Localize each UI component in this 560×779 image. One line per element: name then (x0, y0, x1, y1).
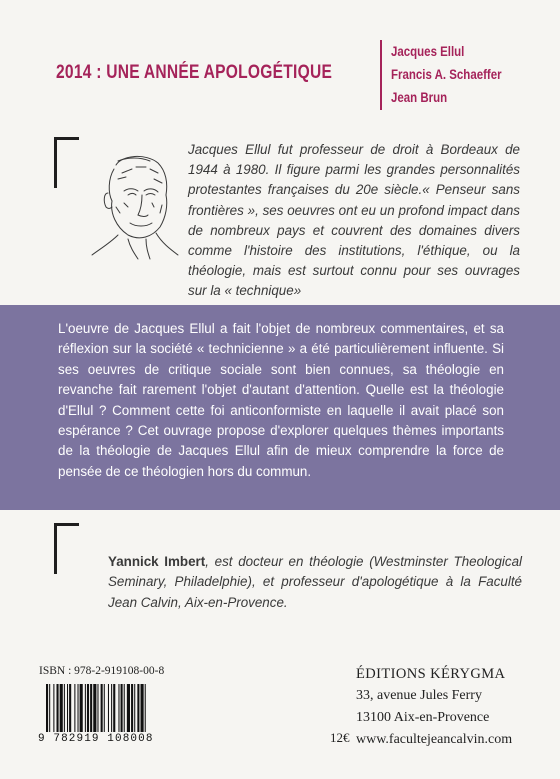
barcode-bar (113, 684, 115, 732)
barcode-bar (121, 684, 123, 732)
barcode-bar (60, 684, 63, 732)
barcode-bar (101, 684, 103, 732)
barcode-bar (118, 684, 119, 732)
barcode-bar (111, 684, 112, 732)
barcode-bar (97, 684, 98, 732)
barcode-bar (87, 684, 89, 732)
barcode-bar (145, 684, 146, 732)
isbn: ISBN : 978-2-919108-00-8 (39, 665, 165, 677)
barcode-bar (137, 684, 139, 732)
series-author: Francis A. Schaeffer (391, 66, 502, 82)
barcode-bar (57, 684, 59, 732)
barcode-bar (74, 684, 75, 732)
barcode-bar (108, 684, 109, 732)
barcode-bar (53, 684, 54, 732)
barcode-bar (127, 684, 130, 732)
barcode-bar (85, 684, 86, 732)
barcode-bar (104, 684, 105, 732)
book-series-title: 2014 : UNE ANNÉE APOLOGÉTIQUE (56, 62, 333, 83)
barcode-bar (69, 684, 71, 732)
barcode (46, 684, 174, 732)
publisher-website[interactable]: www.facultejeancalvin.com (356, 732, 513, 747)
portrait-drawing (88, 143, 180, 261)
barcode-bar (134, 684, 135, 732)
publisher-address: 33, avenue Jules Ferry (356, 688, 482, 703)
book-summary: L'oeuvre de Jacques Ellul a fait l'objet de nombreux commentaires, et sa réflexion sur la société « technicienne » a été particulièrement influente. Si ses oeuvres de critique sociale sont bien connues, sa théologie en revanche fait rarement l'objet d'autant d'attention. Quelle est la théologie d'Ellul ? Comment cette foi anticonformiste en laquelle il avait placé son espérance ? Cet ouvrage propose d'explorer quelques thèmes importants de la théologie de Jacques Ellul afin de mieux comprendre la force de pensée de ce théologien hors du commun. (58, 321, 504, 479)
barcode-digits: 9 782919 108008 (38, 733, 154, 745)
barcode-bar (93, 684, 96, 732)
publisher-block (356, 663, 512, 751)
corner-bracket (54, 137, 79, 188)
price: 12€ (330, 730, 350, 745)
publisher-city: 13100 Aix-en-Provence (356, 710, 490, 725)
barcode-bar (124, 684, 125, 732)
barcode-bar (131, 684, 133, 732)
barcode-bar (78, 684, 79, 732)
series-authors (391, 40, 502, 109)
series-author: Jean Brun (391, 89, 448, 105)
barcode-bar (67, 684, 68, 732)
header-divider (380, 40, 382, 110)
barcode-bar (141, 684, 144, 732)
barcode-bar (64, 684, 65, 732)
barcode-bar (90, 684, 92, 732)
series-author: Jacques Ellul (391, 43, 465, 59)
author-bio-text: , est docteur en théologie (Westminster Theological Seminary, Philadelphie), et professeur d'apologétique à la Faculté Jean Calvin, Aix-en-Provence. (108, 554, 522, 610)
ellul-biography: Jacques Ellul fut professeur de droit à Bordeaux de 1944 à 1980. Il figure parmi les grandes personnalités protestantes françaises du 20e siècle.« Penseur sans frontières », ses oeuvres ont eu un profond impact dans de nombreux pays et couvrent des domaines divers comme l'histoire des institutions, l'éthique, ou la théologie, mais est surtout connu pour ses ouvrages sur la « technique» (188, 142, 520, 299)
author-name: Yannick Imbert (108, 554, 206, 569)
barcode-bar (80, 684, 83, 732)
publisher-name: ÉDITIONS KÉRYGMA (356, 666, 506, 682)
barcode-bar (49, 684, 50, 732)
barcode-bar (46, 684, 48, 732)
author-biography (108, 552, 522, 613)
corner-bracket (54, 523, 79, 574)
